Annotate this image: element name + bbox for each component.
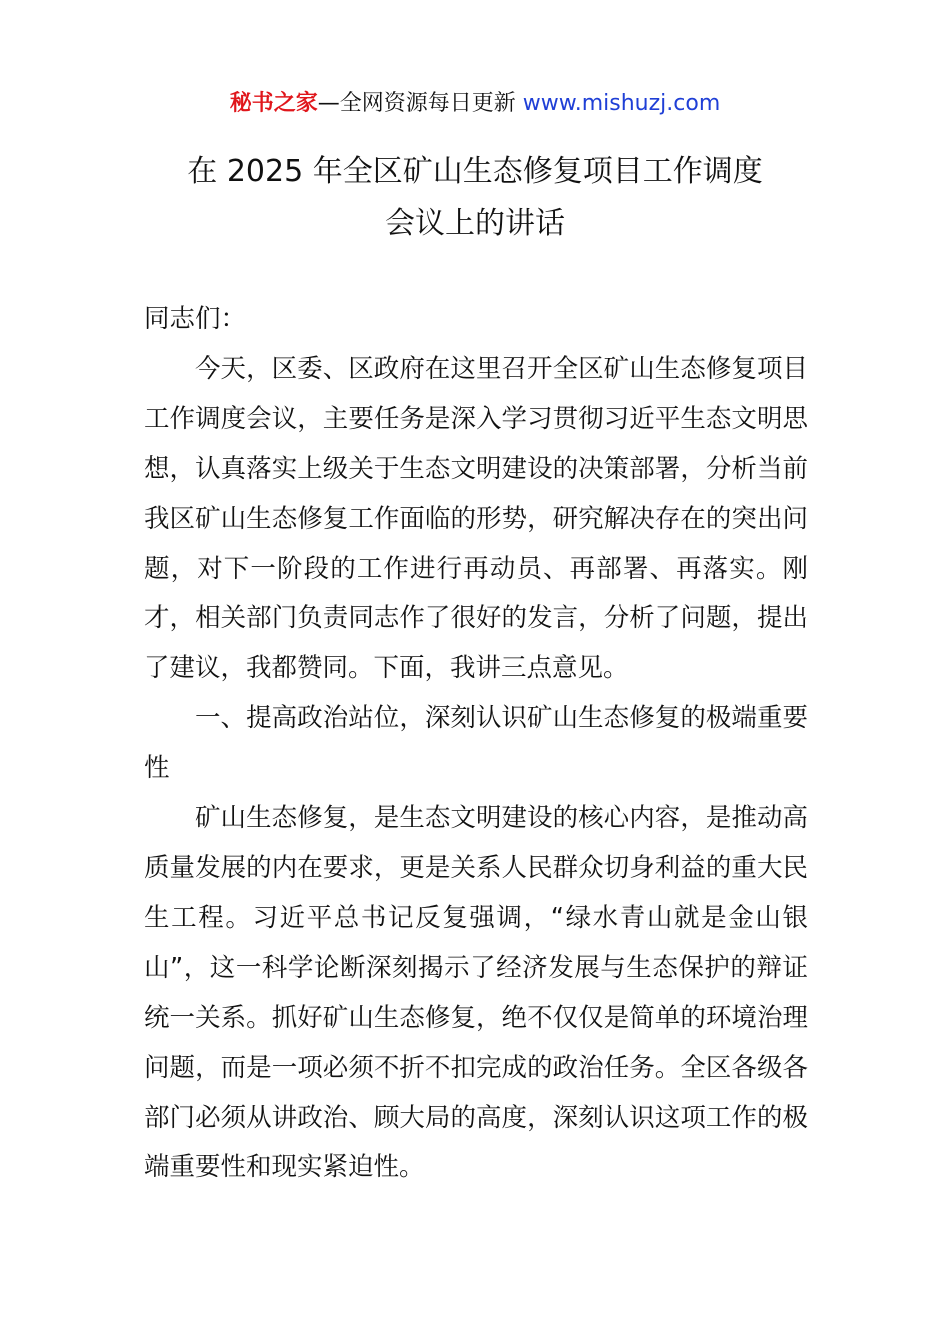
- site-url-link[interactable]: www.mishuzj.com: [522, 91, 721, 116]
- site-banner: [0, 86, 950, 122]
- salutation: 同志们：: [144, 304, 247, 334]
- title-line-1: 在 2025 年全区矿山生态修复项目工作调度: [187, 154, 763, 189]
- banner-tagline: 全网资源每日更新: [339, 91, 516, 116]
- banner-dash: —: [317, 91, 340, 116]
- document-body: [144, 295, 808, 1193]
- title-line-2: 会议上的讲话: [385, 206, 565, 241]
- document-title: [0, 146, 950, 250]
- site-name: 秘书之家: [229, 91, 318, 116]
- section-heading-1: 一、提高政治站位，深刻认识矿山生态修复的极端重要性: [144, 703, 808, 784]
- paragraph-section-1: 矿山生态修复，是生态文明建设的核心内容，是推动高质量发展的内在要求，更是关系人民群众切身利益的重大民生工程。习近平总书记反复强调，“绿水青山就是金山银山”，这一科学论断深刻揭示了经济发展与生态保护的辩证统一关系。抓好矿山生态修复，绝不仅仅是简单的环境治理问题，而是一项必须不折不扣完成的政治任务。全区各级各部门必须从讲政治、顾大局的高度，深刻认识这项工作的极端重要性和现实紧迫性。: [144, 803, 808, 1183]
- paragraph-intro: 今天，区委、区政府在这里召开全区矿山生态修复项目工作调度会议，主要任务是深入学习贯彻习近平生态文明思想，认真落实上级关于生态文明建设的决策部署，分析当前我区矿山生态修复工作面临的形势，研究解决存在的突出问题，对下一阶段的工作进行再动员、再部署、再落实。刚才，相关部门负责同志作了很好的发言，分析了问题，提出了建议，我都赞同。下面，我讲三点意见。: [144, 353, 808, 684]
